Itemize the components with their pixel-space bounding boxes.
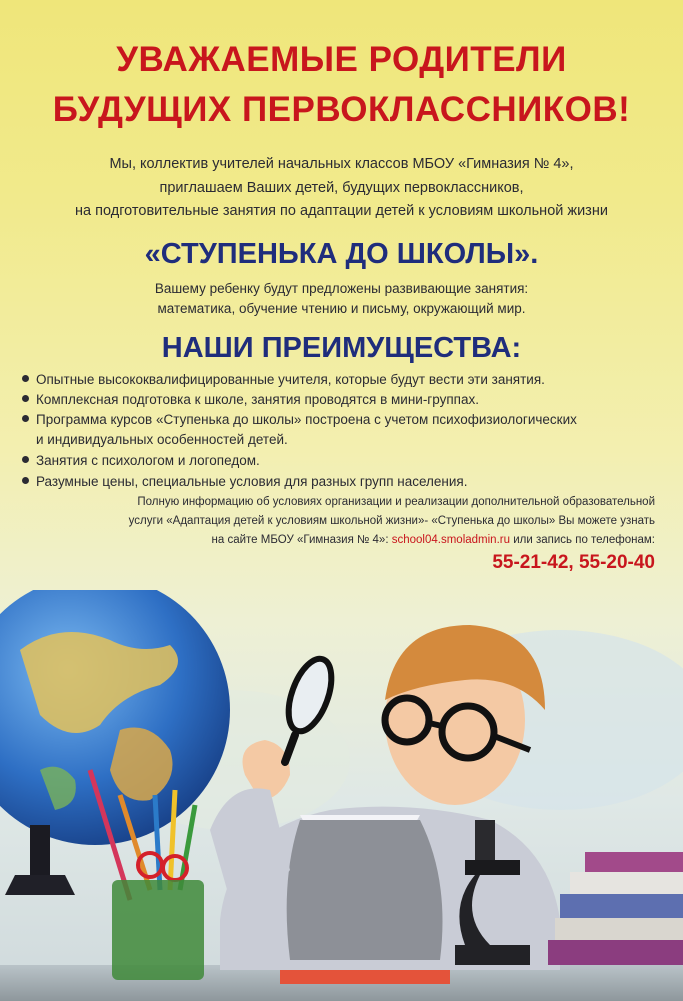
intro-line3: на подготовительные занятия по адаптации детей к условиям школьной жизни [75, 203, 608, 219]
poster-title-line1: УВАЖАЕМЫЕ РОДИТЕЛИ [116, 40, 567, 79]
books-icon [548, 852, 683, 965]
info-line2: услуги «Адаптация детей к условиям школьной жизни»- «Ступенька до школы» Вы можете узнать [128, 515, 655, 527]
info-prefix: на сайте МБОУ «Гимназия № 4»: [211, 534, 389, 546]
intro-line2: приглашаем Ваших детей, будущих первоклассников, [159, 180, 524, 196]
advantage-text: и индивидуальных особенностей детей. [36, 432, 288, 447]
advantage-text: Опытные высококвалифицированные учителя, которые будут вести эти занятия. [36, 372, 545, 387]
bullet-icon [22, 375, 29, 382]
info-suffix: или запись по телефонам: [513, 534, 655, 546]
bullet-icon [22, 395, 29, 402]
poster-title-line2: БУДУЩИХ ПЕРВОКЛАССНИКОВ! [52, 90, 631, 129]
intro-line1: Мы, коллектив учителей начальных классов МБОУ «Гимназия № 4», [109, 156, 574, 172]
bullet-icon [22, 415, 29, 422]
advantage-text: Программа курсов «Ступенька до школы» построена с учетом психофизиологических [36, 412, 577, 427]
advantage-text: Разумные цены, специальные условия для разных групп населения. [36, 474, 468, 489]
website-link[interactable]: school04.smoladmin.ru [391, 534, 510, 546]
advantages-title: НАШИ ПРЕИМУЩЕСТВА: [161, 332, 522, 364]
advantage-text: Занятия с психологом и логопедом. [36, 453, 260, 468]
info-line1: Полную информацию об условиях организации и реализации дополнительной образовательной [137, 496, 655, 508]
bullet-icon [22, 477, 29, 484]
phone-numbers: 55-21-42, 55-20-40 [492, 552, 655, 573]
poster-photo [0, 590, 683, 1001]
bullet-icon [22, 456, 29, 463]
advantage-text: Комплексная подготовка к школе, занятия проводятся в мини-группах. [36, 392, 479, 407]
program-name: «СТУПЕНЬКА ДО ШКОЛЫ». [144, 238, 539, 270]
offer-line1: Вашему ребенку будут предложены развивающие занятия: [154, 281, 529, 296]
info-line3 [212, 535, 655, 547]
offer-line2: математика, обучение чтению и письму, окружающий мир. [157, 301, 526, 316]
